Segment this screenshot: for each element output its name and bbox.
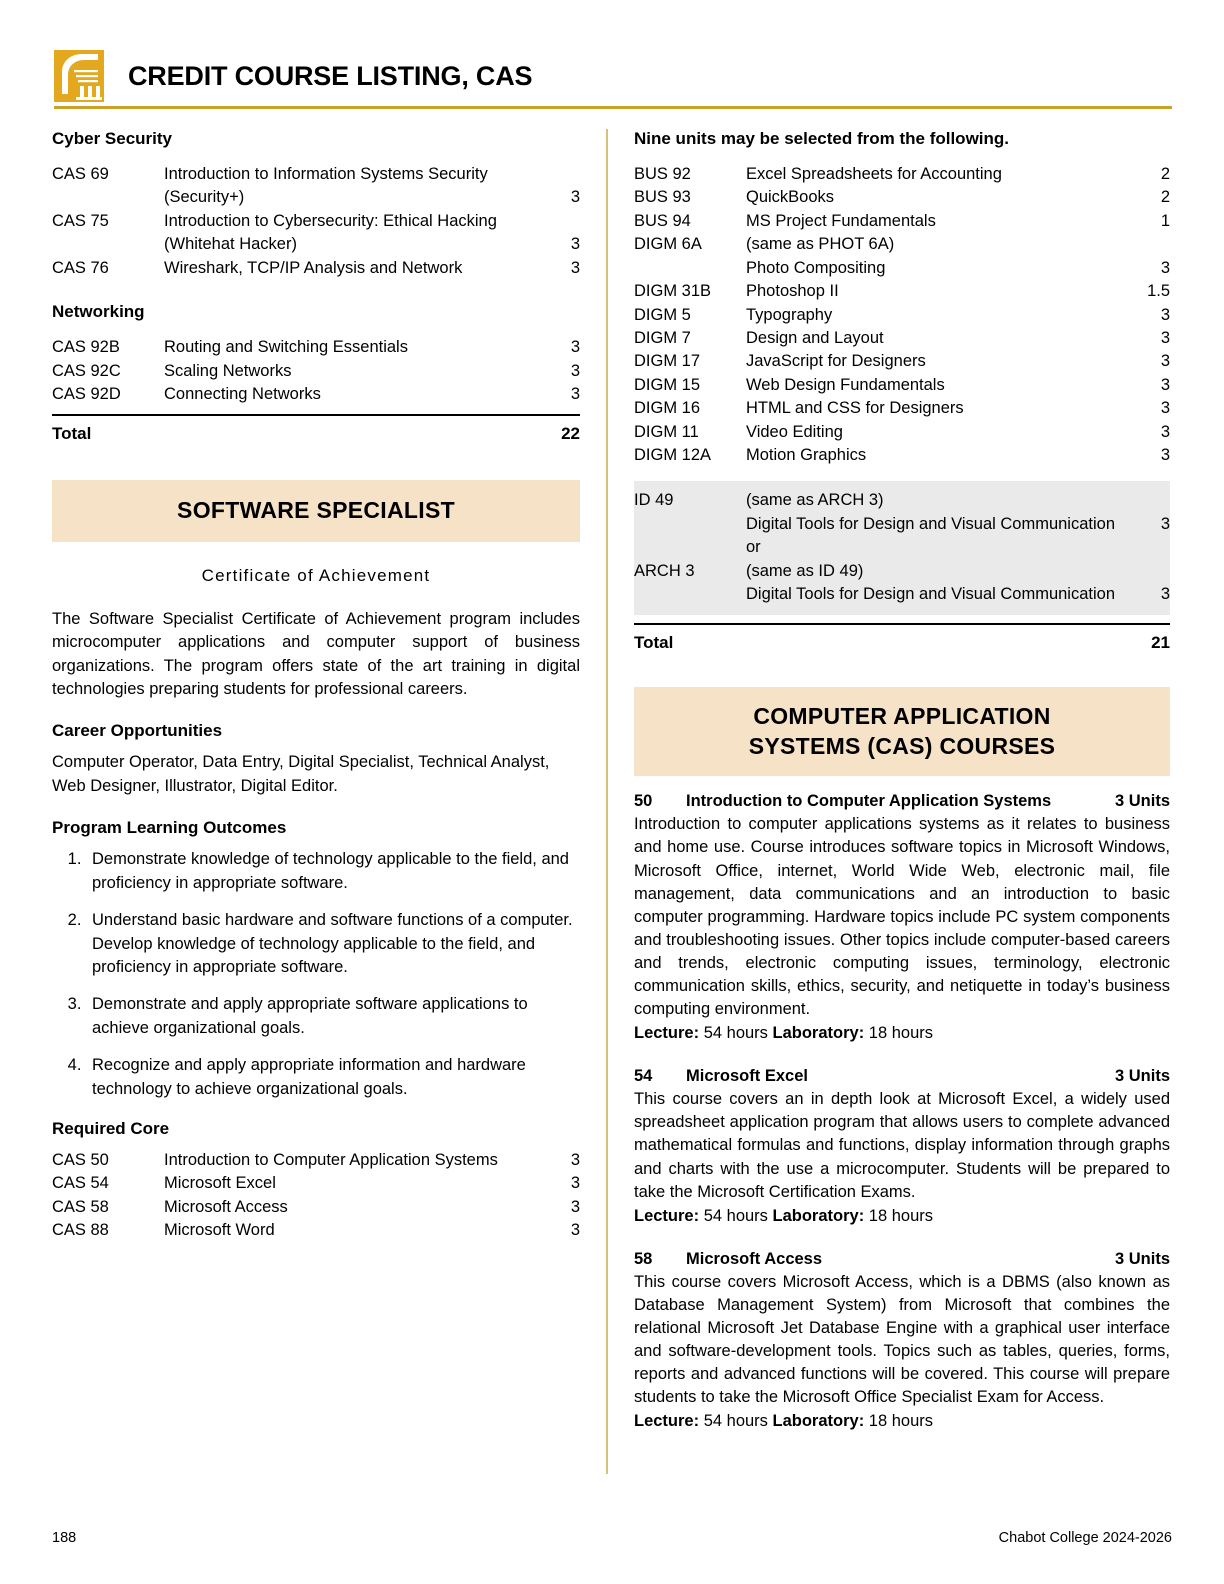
- total-label: Total: [634, 632, 674, 652]
- course-code: BUS 94: [634, 211, 691, 230]
- course-code: DIGM 5: [634, 305, 691, 324]
- page-header: [52, 48, 1172, 104]
- course-units: 3: [1160, 446, 1170, 465]
- course-description: This course covers Microsoft Access, which is a DBMS (also known as Database Management System) from Microsoft that combines the relational Microsoft Jet Database Engine with a graphical user interface and software-development tools. Topics such as tables, queries, forms, reports and advanced functions will be covered. This course will prepare students to take the Microsoft Office Specialist Exam for Access.: [634, 1272, 1170, 1407]
- certificate-of-achievement-label: Certificate of Achievement: [201, 565, 431, 585]
- course-name: Microsoft Access: [686, 1249, 823, 1268]
- course-units: 3: [570, 1221, 580, 1240]
- course-name: Microsoft Excel: [686, 1067, 808, 1086]
- course-title: Introduction to Computer Application Systems: [164, 1151, 498, 1170]
- course-units: 3: [570, 361, 580, 380]
- course-hours: [634, 1410, 1170, 1433]
- column-divider: [606, 129, 608, 1474]
- cyber-security-course-table: [52, 163, 580, 280]
- lecture-value: 54 hours: [703, 1412, 768, 1431]
- course-title: JavaScript for Designers: [746, 352, 926, 371]
- course-units: 3: [1160, 305, 1170, 324]
- right-column: [634, 129, 1170, 1474]
- table-row: [52, 1196, 580, 1219]
- total-units: 21: [1151, 632, 1170, 652]
- course-units: 3 Units: [1114, 1067, 1170, 1086]
- course-entry-50: [634, 792, 1170, 1045]
- program-description: The Software Specialist Certificate of Achievement program includes microcomputer applications and computer support of business organizations. The program offers state of the art training in digital technologies preparing students for professional careers.: [52, 609, 580, 698]
- course-title: Microsoft Access: [164, 1197, 288, 1216]
- table-row: [52, 257, 580, 280]
- course-units: 3: [570, 1174, 580, 1193]
- course-code: BUS 92: [634, 165, 691, 183]
- laboratory-value: 18 hours: [868, 1206, 934, 1225]
- table-row: [52, 336, 580, 359]
- course-title: Video Editing: [746, 422, 843, 441]
- course-title: QuickBooks: [746, 188, 835, 207]
- course-code: [634, 536, 746, 559]
- laboratory-label: Laboratory:: [772, 1412, 865, 1431]
- section-heading-program-learning-outcomes: Program Learning Outcomes: [52, 818, 287, 838]
- course-units: 2: [1160, 165, 1170, 183]
- course-units: 3: [570, 188, 580, 207]
- section-heading-nine-units: Nine units may be selected from the following.: [634, 129, 1010, 148]
- laboratory-value: 18 hours: [868, 1412, 934, 1431]
- course-title: HTML and CSS for Designers: [746, 399, 964, 418]
- course-title: Digital Tools for Design and Visual Communication: [746, 514, 1115, 533]
- cas-courses-banner-line1: COMPUTER APPLICATION: [753, 702, 1051, 729]
- course-title: Wireshark, TCP/IP Analysis and Network: [164, 258, 463, 277]
- course-code: CAS 92D: [52, 384, 121, 403]
- course-units: 3: [570, 384, 580, 403]
- course-title: Photo Compositing: [746, 258, 886, 277]
- table-row: [634, 233, 1170, 256]
- table-row: [634, 210, 1170, 233]
- course-code: DIGM 15: [634, 375, 701, 394]
- course-code: DIGM 11: [634, 422, 699, 441]
- lecture-label: Lecture:: [634, 1412, 700, 1431]
- table-row: [634, 257, 1170, 280]
- course-code: CAS 69: [52, 165, 109, 183]
- course-units: [1136, 489, 1170, 512]
- course-units: 2: [1160, 188, 1170, 207]
- course-code: DIGM 31B: [634, 282, 712, 301]
- course-units: 3: [1160, 352, 1170, 371]
- course-units: [546, 210, 580, 233]
- table-row: [52, 383, 580, 406]
- course-units: [546, 163, 580, 186]
- right-total-row: [634, 623, 1170, 653]
- course-code: [52, 186, 164, 209]
- section-heading-cyber-security: Cyber Security: [52, 129, 172, 148]
- course-title: (same as PHOT 6A): [746, 235, 895, 254]
- course-hours: [634, 1205, 1170, 1228]
- lecture-label: Lecture:: [634, 1206, 700, 1225]
- two-column-body: [52, 129, 1172, 1474]
- course-units: 1.5: [1147, 282, 1170, 301]
- course-code: CAS 76: [52, 258, 109, 277]
- course-title: Routing and Switching Essentials: [164, 338, 408, 357]
- course-units: [1136, 536, 1170, 559]
- course-title: Photoshop II: [746, 282, 839, 301]
- table-row: [52, 163, 580, 186]
- list-item: 1. Demonstrate knowledge of technology applicable to the field, and proficiency in appropriate software.: [86, 848, 580, 895]
- course-description: Introduction to computer applications systems as it relates to business and home use. Course introduces software topics in Microsoft Windows, Microsoft Office, internet, World Wide Web, electronic mail, file management, data communications and an introduction to basic computer programming. Hardware topics include PC system components and troubleshooting issues. Other topics include computer-based careers and trends, electronic computing issues, terminology, electronic communication skills, ethics, security, and netiquette in today’s business computing environment.: [634, 815, 1170, 1019]
- course-units: 3: [1160, 258, 1170, 277]
- course-units: 3 Units: [1114, 792, 1170, 811]
- left-column: [52, 129, 580, 1474]
- table-row: [634, 186, 1170, 209]
- catalog-name: Chabot College 2024-2026: [998, 1530, 1172, 1546]
- cas-courses-banner-line2: SYSTEMS (CAS) COURSES: [748, 732, 1056, 759]
- course-title: Motion Graphics: [746, 446, 867, 465]
- table-row: [634, 421, 1170, 444]
- table-row: [52, 233, 580, 256]
- table-row: [634, 280, 1170, 303]
- course-units: 3: [1160, 422, 1170, 441]
- table-row: [52, 1219, 580, 1242]
- course-units: 3: [1160, 514, 1170, 533]
- course-title: Microsoft Word: [164, 1221, 275, 1240]
- table-row: [634, 536, 1170, 559]
- course-code: DIGM 16: [634, 399, 701, 418]
- course-code: [634, 583, 746, 606]
- course-heading: [634, 1250, 1170, 1269]
- laboratory-value: 18 hours: [868, 1024, 934, 1043]
- lecture-value: 54 hours: [703, 1024, 768, 1043]
- course-heading: [634, 792, 1170, 811]
- table-row: [634, 350, 1170, 373]
- table-row: [634, 163, 1170, 186]
- course-title: Introduction to Information Systems Security: [164, 165, 488, 183]
- course-code: ID 49: [634, 491, 674, 510]
- table-row: [52, 210, 580, 233]
- table-row: [52, 1149, 580, 1172]
- course-title: Web Design Fundamentals: [746, 375, 945, 394]
- course-units: 3: [1160, 375, 1170, 394]
- header-rule: [54, 106, 1172, 109]
- course-units: 3: [570, 338, 580, 357]
- table-row: [634, 513, 1170, 536]
- table-row: [634, 560, 1170, 583]
- course-title: Excel Spreadsheets for Accounting: [746, 165, 1002, 183]
- course-units: [1136, 233, 1170, 256]
- course-title-line2: (Whitehat Hacker): [164, 235, 297, 254]
- course-code: CAS 92C: [52, 361, 121, 380]
- left-total-row: [52, 414, 580, 444]
- table-row: [52, 186, 580, 209]
- course-units: 3: [570, 258, 580, 277]
- course-code: CAS 54: [52, 1174, 109, 1193]
- list-item: 4. Recognize and apply appropriate information and hardware technology to achieve organizational goals.: [86, 1054, 580, 1101]
- electives-course-table: [634, 163, 1170, 467]
- list-item: 3. Demonstrate and apply appropriate software applications to achieve organizational goals.: [86, 993, 580, 1040]
- cas-courses-banner: [634, 687, 1170, 777]
- course-code: DIGM 6A: [634, 235, 702, 254]
- crosslisted-course-table: [634, 489, 1170, 606]
- course-code: DIGM 7: [634, 328, 691, 347]
- course-code: CAS 88: [52, 1221, 109, 1240]
- course-title: Connecting Networks: [164, 384, 321, 403]
- page-title: CREDIT COURSE LISTING, CAS: [128, 60, 533, 91]
- course-units: 3: [1160, 399, 1170, 418]
- course-title-or: or: [746, 538, 761, 557]
- section-heading-required-core: Required Core: [52, 1119, 170, 1139]
- table-row: [634, 489, 1170, 512]
- course-units: 3: [570, 1151, 580, 1170]
- course-title: Digital Tools for Design and Visual Communication: [746, 585, 1115, 604]
- course-code: [634, 257, 746, 280]
- lecture-value: 54 hours: [703, 1206, 768, 1225]
- course-code: CAS 50: [52, 1151, 109, 1170]
- page-footer: [52, 1530, 1172, 1546]
- course-title: Microsoft Excel: [164, 1174, 276, 1193]
- course-code: [52, 233, 164, 256]
- course-name: Introduction to Computer Application Systems: [686, 792, 1052, 811]
- course-title: (same as ID 49): [746, 561, 864, 580]
- course-number: 58: [634, 1249, 653, 1268]
- course-code: CAS 75: [52, 211, 109, 230]
- course-title: Typography: [746, 305, 833, 324]
- list-item: 2. Understand basic hardware and software functions of a computer. Develop knowledge of technology applicable to the field, and proficiency in appropriate software.: [86, 909, 580, 979]
- lecture-label: Lecture:: [634, 1024, 700, 1043]
- course-hours: [634, 1022, 1170, 1045]
- total-units: 22: [561, 424, 580, 444]
- course-code: CAS 58: [52, 1197, 109, 1216]
- table-row: [52, 1172, 580, 1195]
- table-row: [634, 444, 1170, 467]
- course-units: 1: [1160, 211, 1170, 230]
- program-learning-outcomes-list: [52, 848, 580, 1101]
- course-heading: [634, 1067, 1170, 1086]
- course-code: BUS 93: [634, 188, 691, 207]
- table-row: [634, 327, 1170, 350]
- course-title: (same as ARCH 3): [746, 491, 884, 510]
- course-code: [634, 513, 746, 536]
- course-units: 3: [1160, 328, 1170, 347]
- course-code: DIGM 17: [634, 352, 701, 371]
- course-title: Design and Layout: [746, 328, 884, 347]
- networking-course-table: [52, 336, 580, 406]
- course-units: 3: [570, 235, 580, 254]
- course-units: [1136, 560, 1170, 583]
- course-title: MS Project Fundamentals: [746, 211, 936, 230]
- course-title-line2: (Security+): [164, 188, 245, 207]
- table-row: [634, 583, 1170, 606]
- career-opportunities-text: Computer Operator, Data Entry, Digital Specialist, Technical Analyst, Web Designer, Illustrator, Digital Editor.: [52, 753, 550, 795]
- section-heading-networking: Networking: [52, 302, 145, 322]
- chabot-arch-logo-icon: [54, 50, 104, 102]
- table-row: [634, 304, 1170, 327]
- table-row: [634, 397, 1170, 420]
- course-number: 54: [634, 1067, 653, 1086]
- table-row: [52, 360, 580, 383]
- section-heading-career-opportunities: Career Opportunities: [52, 721, 223, 741]
- course-entry-54: [634, 1067, 1170, 1228]
- course-entry-58: [634, 1250, 1170, 1434]
- laboratory-label: Laboratory:: [772, 1024, 865, 1043]
- laboratory-label: Laboratory:: [772, 1206, 865, 1225]
- course-units: 3: [1160, 585, 1170, 604]
- course-units: 3: [570, 1197, 580, 1216]
- course-code: ARCH 3: [634, 561, 695, 580]
- page-number: 188: [52, 1530, 77, 1546]
- course-code: DIGM 12A: [634, 446, 712, 465]
- course-title: Introduction to Cybersecurity: Ethical Hacking: [164, 211, 497, 230]
- course-title: Scaling Networks: [164, 361, 292, 380]
- course-code: CAS 92B: [52, 338, 120, 357]
- software-specialist-banner: SOFTWARE SPECIALIST: [52, 480, 580, 541]
- course-description: This course covers an in depth look at Microsoft Excel, a widely used spreadsheet application program that allows users to complete advanced mathematical formulas and functions, display information through graphs and charts with the use a microcomputer. Students will be prepared to take the Microsoft Certification Exams.: [634, 1090, 1170, 1201]
- crosslisted-courses-shaded-block: [634, 481, 1170, 614]
- required-core-course-table: [52, 1149, 580, 1243]
- course-units: 3 Units: [1114, 1249, 1170, 1268]
- course-number: 50: [634, 792, 653, 811]
- table-row: [634, 374, 1170, 397]
- total-label: Total: [52, 424, 92, 444]
